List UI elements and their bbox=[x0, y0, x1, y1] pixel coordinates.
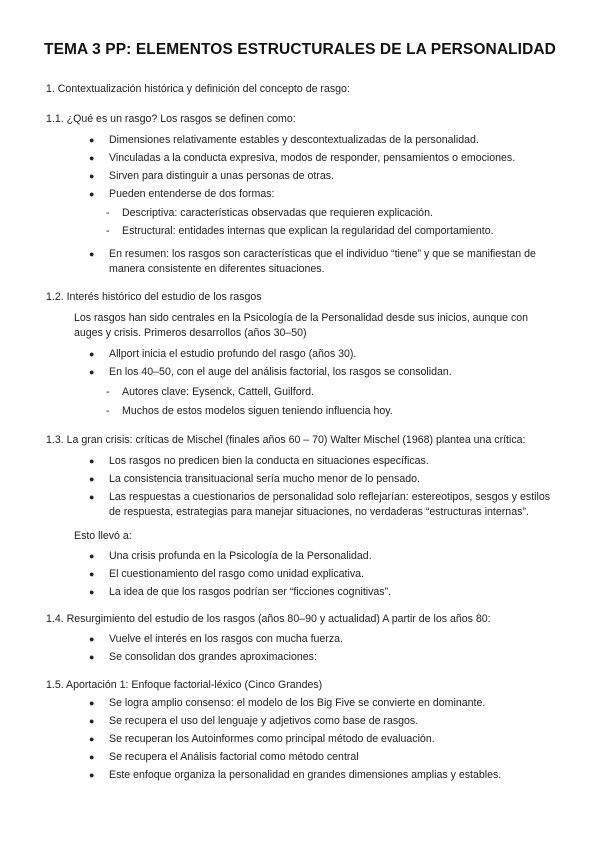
bullet-icon: ● bbox=[89, 698, 95, 708]
bullet-icon: ● bbox=[89, 189, 95, 199]
section-heading-1-4: 1.4. Resurgimiento del estudio de los rasgos (años 80–90 y actualidad) A partir de los años 80: bbox=[46, 613, 491, 625]
list-item: ● Se recupera el uso del lenguaje y adjetivos como base de rasgos. bbox=[109, 713, 418, 730]
bullet-icon: ● bbox=[89, 171, 95, 181]
bullet-icon: ● bbox=[89, 492, 95, 502]
bullet-icon: ● bbox=[89, 716, 95, 726]
bullet-icon: ● bbox=[89, 734, 95, 744]
bullet-icon: ● bbox=[89, 587, 95, 597]
bullet-icon: ● bbox=[89, 551, 95, 561]
list-item: ● Pueden entenderse de dos formas: bbox=[109, 186, 275, 203]
sub-list-item: - Muchos de estos modelos siguen teniendo influencia hoy. bbox=[122, 403, 393, 420]
dash-icon: - bbox=[106, 207, 110, 219]
bullet-icon: ● bbox=[89, 474, 95, 484]
document-title: TEMA 3 PP: ELEMENTOS ESTRUCTURALES DE LA PERSONALIDAD bbox=[44, 41, 556, 58]
dash-icon: - bbox=[106, 405, 110, 417]
sub-list-item: - Estructural: entidades internas que explican la regularidad del comportamiento. bbox=[122, 223, 494, 240]
bullet-icon: ● bbox=[89, 634, 95, 644]
list-item: ● Este enfoque organiza la personalidad en grandes dimensiones amplias y estables. bbox=[109, 767, 501, 784]
sub-list-item: - Autores clave: Eysenck, Cattell, Guilford. bbox=[122, 384, 314, 401]
section-heading-1-3: 1.3. La gran crisis: críticas de Mischel (finales años 60 – 70) Walter Mischel (1968) plantea una crítica: bbox=[46, 434, 526, 446]
list-item: ● Una crisis profunda en la Psicología de la Personalidad. bbox=[109, 548, 372, 565]
section-heading-1-2: 1.2. Interés histórico del estudio de los rasgos bbox=[46, 291, 262, 303]
list-item-continuation: de respuesta, estrategias para manejar situaciones, no verdaderas “estructuras internas”. bbox=[109, 506, 529, 518]
bullet-icon: ● bbox=[89, 367, 95, 377]
dash-icon: - bbox=[106, 225, 110, 237]
list-item: ● Se logra amplio consenso: el modelo de los Big Five se convierte en dominante. bbox=[109, 695, 485, 712]
list-item: ● Se recupera el Análisis factorial como método central bbox=[109, 749, 359, 766]
dash-icon: - bbox=[106, 386, 110, 398]
section-heading-1: 1. Contextualización histórica y definición del concepto de rasgo: bbox=[46, 83, 350, 95]
bullet-icon: ● bbox=[89, 153, 95, 163]
bullet-icon: ● bbox=[89, 349, 95, 359]
bullet-icon: ● bbox=[89, 456, 95, 466]
list-item: ● Sirven para distinguir a unas personas de otras. bbox=[109, 168, 334, 185]
list-item: ● En resumen: los rasgos son características que el individuo “tiene” y que se manifiestan de bbox=[109, 246, 536, 263]
bullet-icon: ● bbox=[89, 752, 95, 762]
paragraph-line: Esto llevó a: bbox=[74, 530, 132, 542]
list-item: ● El cuestionamiento del rasgo como unidad explicativa. bbox=[109, 566, 364, 583]
list-item: ● Vinculadas a la conducta expresiva, modos de responder, pensamientos o emociones. bbox=[109, 150, 515, 167]
list-item: ● Allport inicia el estudio profundo del rasgo (años 30). bbox=[109, 346, 356, 363]
list-item: ● Vuelve el interés en los rasgos con mucha fuerza. bbox=[109, 631, 343, 648]
paragraph-line: Los rasgos han sido centrales en la Psicología de la Personalidad desde sus inicios, aunque con bbox=[74, 312, 529, 324]
list-item: ● Se consolidan dos grandes aproximaciones: bbox=[109, 649, 317, 666]
list-item: ● La consistencia transituacional sería mucho menor de lo pensado. bbox=[109, 471, 420, 488]
sub-list-item: - Descriptiva: características observadas que requieren explicación. bbox=[122, 205, 433, 222]
list-item: ● Las respuestas a cuestionarios de personalidad solo reflejarían: estereotipos, sesgos y estilos bbox=[109, 489, 550, 506]
bullet-icon: ● bbox=[89, 652, 95, 662]
section-heading-1-5: 1.5. Aportación 1: Enfoque factorial-léxico (Cinco Grandes) bbox=[46, 679, 323, 691]
list-item: ● La idea de que los rasgos podrían ser “ficciones cognitivas”. bbox=[109, 584, 391, 601]
bullet-icon: ● bbox=[89, 770, 95, 780]
list-item: ● Dimensiones relativamente estables y descontextualizadas de la personalidad. bbox=[109, 132, 479, 149]
bullet-icon: ● bbox=[89, 249, 95, 259]
bullet-icon: ● bbox=[89, 569, 95, 579]
list-item: ● Se recuperan los Autoinformes como principal método de evaluación. bbox=[109, 731, 435, 748]
bullet-icon: ● bbox=[89, 135, 95, 145]
section-heading-1-1: 1.1. ¿Qué es un rasgo? Los rasgos se definen como: bbox=[46, 113, 296, 125]
list-item: ● En los 40–50, con el auge del análisis factorial, los rasgos se consolidan. bbox=[109, 364, 452, 381]
paragraph-line: auges y crisis. Primeros desarrollos (años 30–50) bbox=[74, 327, 307, 339]
list-item-continuation: manera consistente en diferentes situaciones. bbox=[109, 263, 325, 275]
list-item: ● Los rasgos no predicen bien la conducta en situaciones específicas. bbox=[109, 453, 429, 470]
